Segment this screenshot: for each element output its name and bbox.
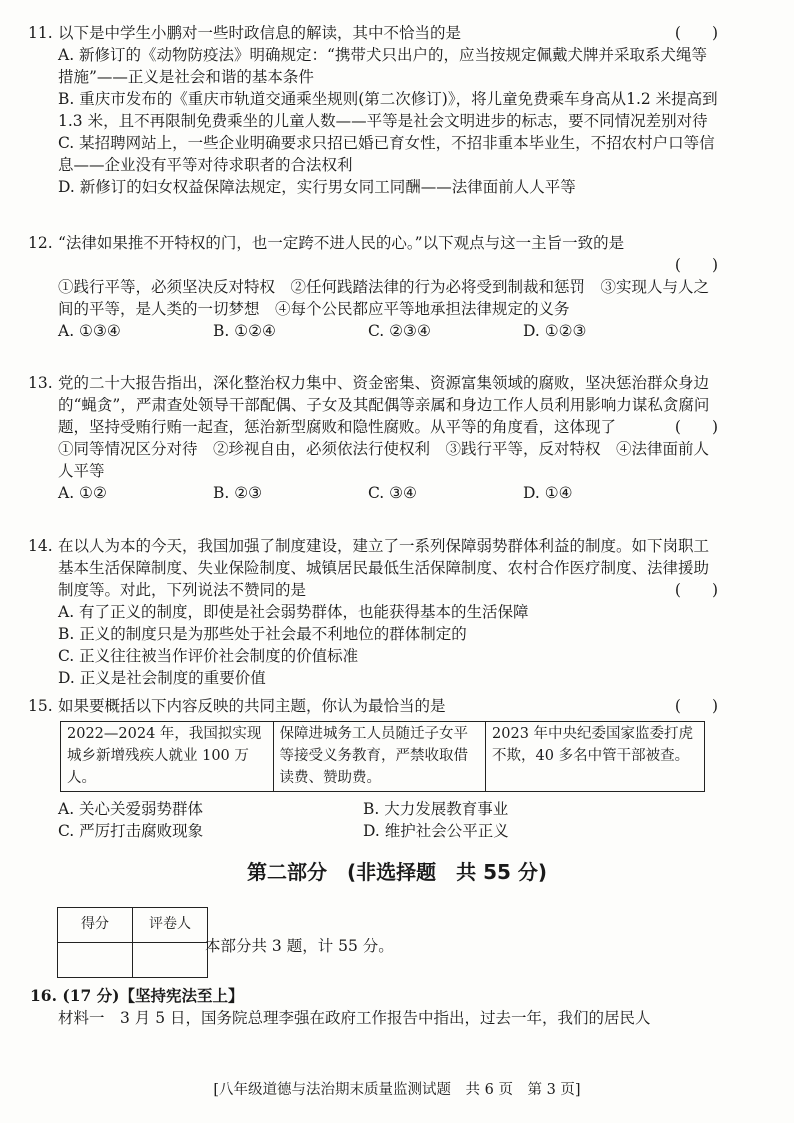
option-a: A. ①③④ bbox=[58, 322, 121, 340]
option-b: B. ①②④ bbox=[213, 322, 276, 340]
answer-paren: ( ) bbox=[674, 697, 718, 715]
question-stem: 以下是中学生小鹏对一些时政信息的解读，其中不恰当的是 bbox=[58, 24, 462, 42]
question-14 bbox=[28, 535, 718, 689]
option-c: C. ②③④ bbox=[368, 322, 431, 340]
question-number: 15. bbox=[28, 697, 53, 715]
material-cell: 2023 年中央纪委国家监委打虎不欺，40 多名中管干部被查。 bbox=[486, 722, 705, 792]
grader-cell bbox=[133, 943, 208, 978]
option-d: D. ①④ bbox=[523, 484, 573, 502]
material-text: 材料一 3 月 5 日，国务院总理李强在政府工作报告中指出，过去一年，我们的居民人 bbox=[58, 1009, 651, 1027]
question-number: 12. bbox=[28, 234, 53, 252]
option-c: C. 严厉打击腐败现象 bbox=[58, 822, 204, 841]
option-d: D. 新修订的妇女权益保障法规定，实行男女同工同酬——法律面前人人平等 bbox=[58, 178, 576, 196]
option-b: B. 正义的制度只是为那些处于社会最不利地位的群体制定的 bbox=[58, 625, 467, 643]
question-12 bbox=[28, 232, 718, 342]
option-a: A. 新修订的《动物防疫法》明确规定：“携带犬只出户的，应当按规定佩戴犬牌并采取系犬绳等措施”——正义是社会和谐的基本条件 bbox=[58, 46, 707, 86]
option-d: D. 维护社会公平正义 bbox=[363, 822, 509, 841]
question-number: 13. bbox=[28, 374, 53, 392]
option-a: A. 有了正义的制度，即使是社会弱势群体，也能获得基本的生活保障 bbox=[58, 603, 529, 621]
option-d: D. ①②③ bbox=[523, 322, 587, 340]
statement-list: ①践行平等，必须坚决反对特权 ②任何践踏法律的行为必将受到制裁和惩罚 ③实现人与人之间的平等，是人类的一切梦想 ④每个公民都应平等地承担法律规定的义务 bbox=[58, 278, 710, 318]
material-table bbox=[60, 721, 705, 792]
statement-list: ①同等情况区分对待 ②珍视自由，必须依法行使权利 ③践行平等，反对特权 ④法律面前人人平等 bbox=[58, 440, 710, 480]
answer-paren: ( ) bbox=[674, 256, 718, 274]
option-a: A. ①② bbox=[58, 484, 107, 502]
question-number: 14. bbox=[28, 537, 53, 555]
section-note: 本部分共 3 题，计 55 分。 bbox=[205, 937, 394, 955]
answer-paren: ( ) bbox=[674, 581, 718, 599]
question-heading: 16. (17 分)【坚持宪法至上】 bbox=[30, 986, 244, 1005]
option-b: B. 大力发展教育事业 bbox=[363, 800, 509, 819]
material-cell: 2022—2024 年，我国拟实现城乡新增残疾人就业 100 万人。 bbox=[61, 722, 274, 792]
question-15 bbox=[28, 695, 718, 842]
section-title: 第二部分 (非选择题 共 55 分) bbox=[246, 860, 548, 884]
question-stem: 在以人为本的今天，我国加强了制度建设，建立了一系列保障弱势群体利益的制度。如下岗职工基本生活保障制度、失业保险制度、城镇居民最低生活保障制度、农村合作医疗制度、法律援助制度等。对此，下列说法不赞同的是 bbox=[58, 537, 710, 599]
grader-header: 评卷人 bbox=[133, 908, 208, 943]
page-footer: [八年级道德与法治期末质量监测试题 共 6 页 第 3 页] bbox=[213, 1082, 581, 1098]
material-cell: 保障进城务工人员随迁子女平等接受义务教育，严禁收取借读费、赞助费。 bbox=[273, 722, 486, 792]
option-b: B. ②③ bbox=[213, 484, 263, 502]
question-13 bbox=[28, 372, 718, 504]
score-table bbox=[57, 907, 208, 978]
option-c: C. ③④ bbox=[368, 484, 417, 502]
option-c: C. 正义往往被当作评价社会制度的价值标准 bbox=[58, 647, 359, 665]
question-stem: 党的二十大报告指出，深化整治权力集中、资金密集、资源富集领域的腐败，坚决惩治群众身边的“蝇贪”，严肃查处领导干部配偶、子女及其配偶等亲属和身边工作人员利用影响力谋私贪腐问题，坚持受贿行贿一起查，惩治新型腐败和隐性腐败。从平等的角度看，这体现了 bbox=[58, 374, 710, 436]
question-stem: “法律如果推不开特权的门，也一定跨不进人民的心。”以下观点与这一主旨一致的是 bbox=[58, 234, 625, 252]
options-row bbox=[58, 482, 718, 504]
option-b: B. 重庆市发布的《重庆市轨道交通乘坐规则(第二次修订)》，将儿童免费乘车身高从1.2 米提高到 1.3 米，且不再限制免费乘坐的儿童人数——平等是社会文明进步的标志，要不同情况差别对待 bbox=[58, 90, 718, 130]
options-row bbox=[58, 320, 718, 342]
question-stem: 如果要概括以下内容反映的共同主题，你认为最恰当的是 bbox=[58, 697, 446, 715]
question-16 bbox=[30, 985, 730, 1029]
score-cell bbox=[58, 943, 133, 978]
answer-paren: ( ) bbox=[674, 418, 718, 436]
option-a: A. 关心关爱弱势群体 bbox=[58, 800, 204, 819]
question-number: 11. bbox=[28, 24, 53, 42]
score-header: 得分 bbox=[58, 908, 133, 943]
option-c: C. 某招聘网站上，一些企业明确要求只招已婚已育女性，不招非重本毕业生，不招农村户口等信息——企业没有平等对待求职者的合法权利 bbox=[58, 134, 715, 174]
options-row bbox=[58, 820, 718, 842]
answer-paren: ( ) bbox=[674, 24, 718, 42]
option-d: D. 正义是社会制度的重要价值 bbox=[58, 669, 266, 687]
question-11 bbox=[28, 22, 718, 198]
options-row bbox=[58, 798, 718, 820]
